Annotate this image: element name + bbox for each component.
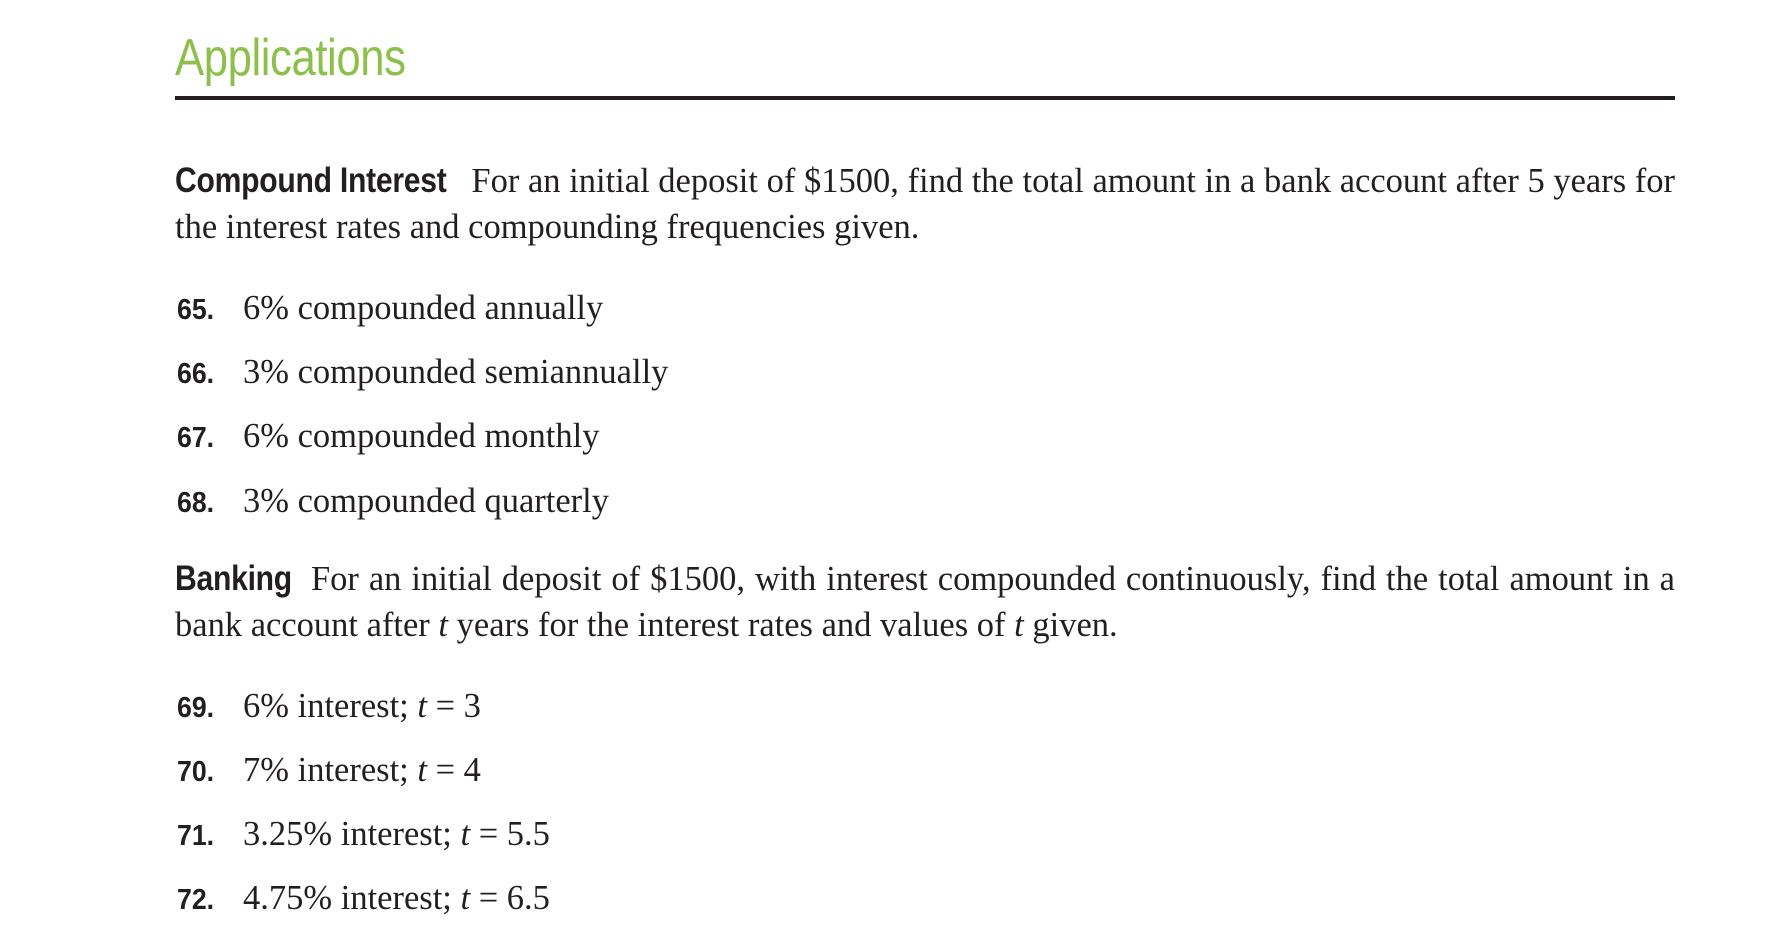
banking-text-a: For an initial deposit of $1500, with interest compounded continuously, find the total amount in a bank account after [175,560,1675,644]
exercise-item [177,413,599,459]
exercise-rate: 6% interest; [243,687,409,725]
exercise-number: 67. [177,422,215,454]
exercise-number: 66. [177,358,215,390]
exercise-equation: = 6.5 [478,879,550,917]
banking-instructions [175,556,1675,648]
exercise-equation: = 5.5 [478,815,550,853]
variable-t: t [417,751,427,789]
variable-t: t [460,879,471,917]
exercise-number: 65. [177,294,215,326]
compound-interest-instructions [175,158,1675,250]
exercise-item [177,747,481,793]
compound-interest-text: For an initial deposit of $1500, find the total amount in a bank account after 5 years for the interest rates and compounding frequencies given. [175,162,1676,246]
exercise-text: 6% compounded monthly [243,417,600,455]
exercise-number: 70. [177,756,215,788]
exercise-number: 68. [177,487,215,519]
variable-t: t [460,815,471,853]
variable-t: t [1014,606,1024,644]
exercise-text: 3% compounded semiannually [243,353,669,391]
exercise-equation: = 3 [435,687,481,725]
banking-text-c: given. [1032,606,1118,644]
exercise-rate: 3.25% interest; [243,815,452,853]
exercise-text: 6% compounded annually [243,289,604,327]
exercise-item [177,683,481,729]
exercise-number: 72. [177,884,215,916]
section-divider [175,96,1675,100]
exercise-number: 69. [177,692,215,724]
banking-text-b: years for the interest rates and values of [456,606,1006,644]
exercise-equation: = 4 [435,751,481,789]
banking-heading: Banking [175,559,292,598]
exercise-rate: 7% interest; [243,751,409,789]
exercise-item [177,285,603,331]
exercise-item [177,875,550,921]
exercise-item [177,478,609,524]
exercise-rate: 4.75% interest; [243,879,452,917]
section-title: Applications [175,29,406,87]
variable-t: t [438,606,448,644]
compound-interest-heading: Compound Interest [175,161,447,200]
variable-t: t [417,687,427,725]
exercise-number: 71. [177,820,215,852]
exercise-item [177,349,668,395]
exercise-text: 3% compounded quarterly [243,482,609,520]
exercise-item [177,811,550,857]
